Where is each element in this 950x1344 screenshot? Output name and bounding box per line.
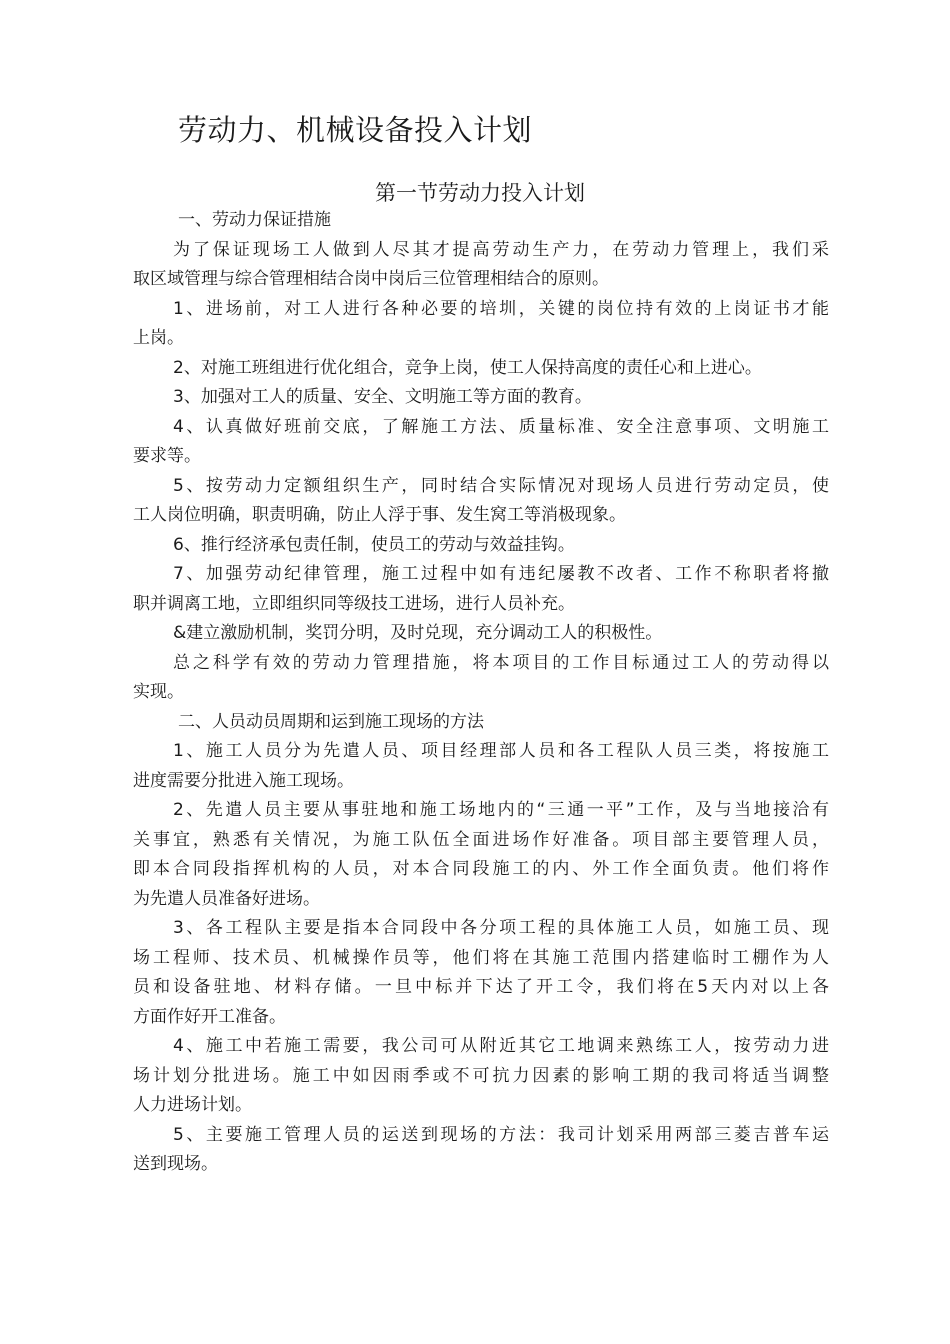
list-item xyxy=(133,354,829,384)
list-item xyxy=(133,472,829,531)
section-title: 第一节劳动力投入计划 xyxy=(375,181,585,205)
list-item xyxy=(133,560,829,619)
text-line: 要求等。 xyxy=(133,446,201,466)
text-line: 总之科学有效的劳动力管理措施，将本项目的工作目标通过工人的劳动得以 xyxy=(173,652,829,673)
list-item xyxy=(133,413,829,472)
document-title: 劳动力、机械设备投入计划 xyxy=(178,113,533,147)
text-line: 方面作好开工准备。 xyxy=(133,1006,286,1027)
text-line: 一、劳动力保证措施 xyxy=(178,210,331,230)
text-line: 1、施工人员分为先遣人员、项目经理部人员和各工程队人员三类，将按施工 xyxy=(173,741,829,761)
text-line: &建立激励机制，奖罚分明，及时兑现，充分调动工人的积极性。 xyxy=(173,623,663,643)
text-line: 6、推行经济承包责任制，使员工的劳动与效益挂钩。 xyxy=(173,534,575,555)
text-line: 7、加强劳动纪律管理，施工过程中如有违纪屡教不改者、工作不称职者将撤 xyxy=(173,564,829,584)
text-line: 2、先遣人员主要从事驻地和施工场地内的“三通一平”工作，及与当地接洽有 xyxy=(173,800,829,820)
intro-paragraph xyxy=(133,236,829,295)
list-item xyxy=(133,531,829,561)
text-line: 5、按劳动力定额组织生产，同时结合实际情况对现场人员进行劳动定员，使 xyxy=(173,475,829,496)
text-line: 上岗。 xyxy=(133,328,184,348)
text-line: 为先遣人员准备好进场。 xyxy=(133,888,320,909)
list-item xyxy=(133,1121,829,1180)
text-line: 送到现场。 xyxy=(133,1154,218,1174)
heading-mobilization xyxy=(133,708,829,738)
text-line: 1、进场前，对工人进行各种必要的培圳，关键的岗位持有效的上岗证书才能 xyxy=(173,298,829,319)
text-line: 场工程师、技术员、机械操作员等，他们将在其施工范围内搭建临时工棚作为人 xyxy=(133,947,829,968)
list-item xyxy=(133,619,829,649)
document-body xyxy=(133,206,829,1180)
list-item xyxy=(133,383,829,413)
text-line: 人力进场计划。 xyxy=(133,1095,252,1115)
text-line: 实现。 xyxy=(133,682,184,702)
text-line: 为了保证现场工人做到人尽其才提高劳动生产力，在劳动力管理上，我们采 xyxy=(173,239,829,260)
text-line: 场计划分批进场。施工中如因雨季或不可抗力因素的影响工期的我司将适当调整 xyxy=(133,1065,829,1086)
list-item xyxy=(133,1032,829,1121)
text-line: 4、认真做好班前交底，了解施工方法、质量标准、安全注意事项、文明施工 xyxy=(173,416,829,437)
list-item xyxy=(133,295,829,354)
list-item xyxy=(133,796,829,914)
summary-paragraph xyxy=(133,649,829,708)
heading-labor-guarantee xyxy=(133,206,829,236)
text-line: 3、各工程队主要是指本合同段中各分项工程的具体施工人员，如施工员、现 xyxy=(173,918,829,938)
text-line: 5、主要施工管理人员的运送到现场的方法：我司计划采用两部三菱吉普车运 xyxy=(173,1124,829,1145)
text-line: 4、施工中若施工需要，我公司可从附近其它工地调来熟练工人，按劳动力进 xyxy=(173,1036,829,1056)
text-line: 二、人员动员周期和运到施工现场的方法 xyxy=(178,711,484,732)
text-line: 即本合同段指挥机构的人员，对本合同段施工的内、外工作全面负责。他们将作 xyxy=(133,859,829,879)
text-line: 3、加强对工人的质量、安全、文明施工等方面的教育。 xyxy=(173,387,592,407)
text-line: 进度需要分批进入施工现场。 xyxy=(133,770,354,791)
text-line: 关事宜，熟悉有关情况，为施工队伍全面进场作好准备。项目部主要管理人员， xyxy=(133,829,829,850)
text-line: 2、对施工班组进行优化组合，竞争上岗，使工人保持高度的责任心和上进心。 xyxy=(173,357,762,378)
text-line: 员和设备驻地、材料存储。一旦中标并下达了开工令，我们将在5天内对以上各 xyxy=(133,977,829,997)
text-line: 工人岗位明确，职责明确，防止人浮于事、发生窝工等消极现象。 xyxy=(133,505,626,525)
text-line: 职并调离工地，立即组织同等级技工进场，进行人员补充。 xyxy=(133,593,575,614)
list-item xyxy=(133,914,829,1032)
text-line: 取区域管理与综合管理相结合岗中岗后三位管理相结合的原则。 xyxy=(133,269,609,289)
list-item xyxy=(133,737,829,796)
